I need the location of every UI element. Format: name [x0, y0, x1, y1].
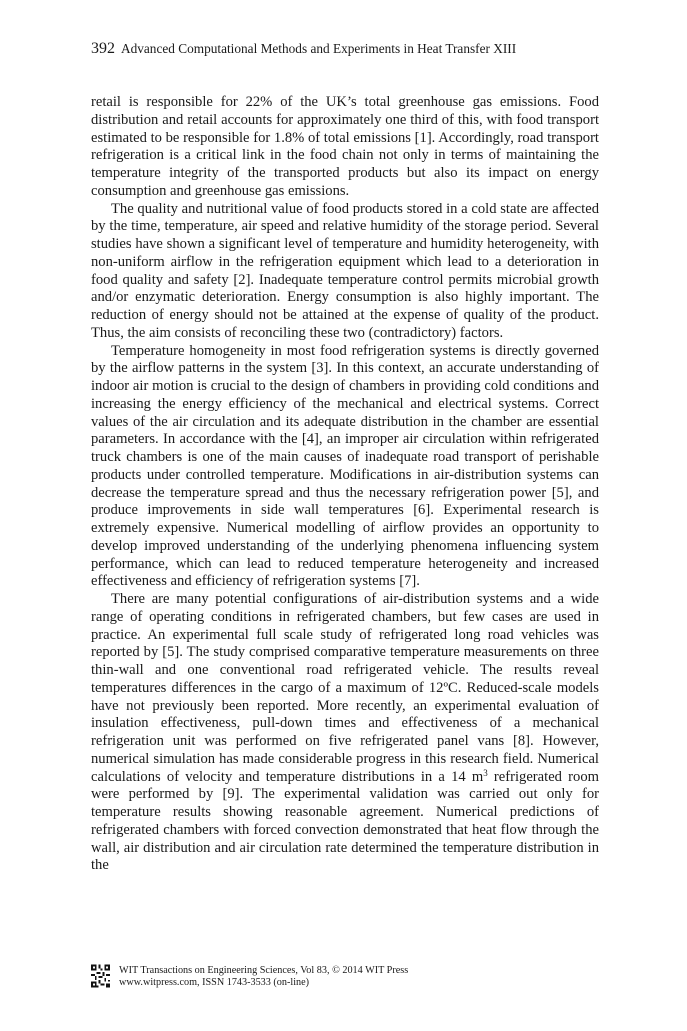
paragraph-4-text-b: refrigerated room were performed by [9]. The experimental validation was carried out only for temperature results showing reasonable agreement. Numerical predictions of refrigerated chambers with forced convection demonstrated that heat flow through the wall, air distribution and air circulation rate determined the temperature distribution in the — [91, 768, 599, 874]
footer-text — [119, 965, 408, 990]
page-number: 392 — [91, 40, 115, 57]
issn-line: www.witpress.com, ISSN 1743-3533 (on-line) — [119, 977, 310, 989]
journal-title: Advanced Computational Methods and Experiments in Heat Transfer XIII — [121, 41, 517, 56]
paragraph-1: retail is responsible for 22% of the UK’s total greenhouse gas emissions. Food distribution and retail accounts for approximately one third of this, with food transport estimated to be responsible for 1.8% of total emissions [1]. Accordingly, road transport refrigeration is a critical link in the food chain not only in terms of maintaining the temperature integrity of the transported products but also its impact on energy consumption and greenhouse gas emissions. — [91, 94, 599, 199]
qr-code-icon — [91, 964, 110, 988]
paragraph-2: The quality and nutritional value of food products stored in a cold state are affected by the time, temperature, air speed and relative humidity of the storage period. Several studies have shown a significant level of temperature and humidity heterogeneity, with non-uniform airflow in the refrigeration equipment which lead to a deterioration in food quality and safety [2]. Inadequate temperature control permits microbial growth and/or enzymatic deterioration. Energy consumption is also highly important. The reduction of energy should not be attained at the expense of quality of the product. Thus, the aim consists of reconciling these two (contradictory) factors. — [91, 200, 599, 341]
copyright-line: WIT Transactions on Engineering Sciences, Vol 83, © 2014 WIT Press — [119, 965, 409, 976]
paragraph-3: Temperature homogeneity in most food refrigeration systems is directly governed by the airflow patterns in the system [3]. In this context, an accurate understanding of indoor air motion is crucial to the design of chambers in providing cold conditions and increasing the energy efficiency of the mechanical and electrical systems. Correct values of the air circulation and its adequate distribution in the chamber are essential parameters. In accordance with the [4], an improper air circulation within refrigerated truck chambers is one of the main causes of inadequate road transport of perishable products under controlled temperature. Modifications in air-distribution systems can decrease the temperature spread and thus the necessary refrigeration power [5], and produce improvements in side wall temperatures [6]. Experimental research is extremely expensive. Numerical modelling of airflow provides an opportunity to develop improved understanding of the underlying phenomena influencing system performance, which can lead to reduced temperature heterogeneity and increased effectiveness and efficiency of refrigeration systems [7]. — [91, 342, 599, 590]
article-body — [91, 94, 599, 875]
cubic-superscript: 3 — [483, 767, 488, 778]
page-footer — [91, 964, 611, 994]
paragraph-4-text-a: There are many potential configurations of air-distribution systems and a wide range of operating conditions in refrigerated chambers, but few cases are used in practice. An experimental full scale study of refrigerated long road vehicles was reported by [5]. The study comprised comparative temperature measurements on three thin-wall and one conventional road refrigerated vehicle. The results reveal temperatures differences in the cargo of a maximum of 12ºC. Reduced-scale models have not previously been reported. More recently, an experimental evaluation of insulation effectiveness, pull-down times and effectiveness of a mechanical refrigeration unit was performed on five refrigerated panel vans [8]. However, numerical simulation has made considerable progress in this research field. Numerical calculations of velocity and temperature distributions in a 14 m — [91, 591, 599, 785]
running-header — [91, 40, 601, 58]
paragraph-4 — [91, 591, 599, 875]
